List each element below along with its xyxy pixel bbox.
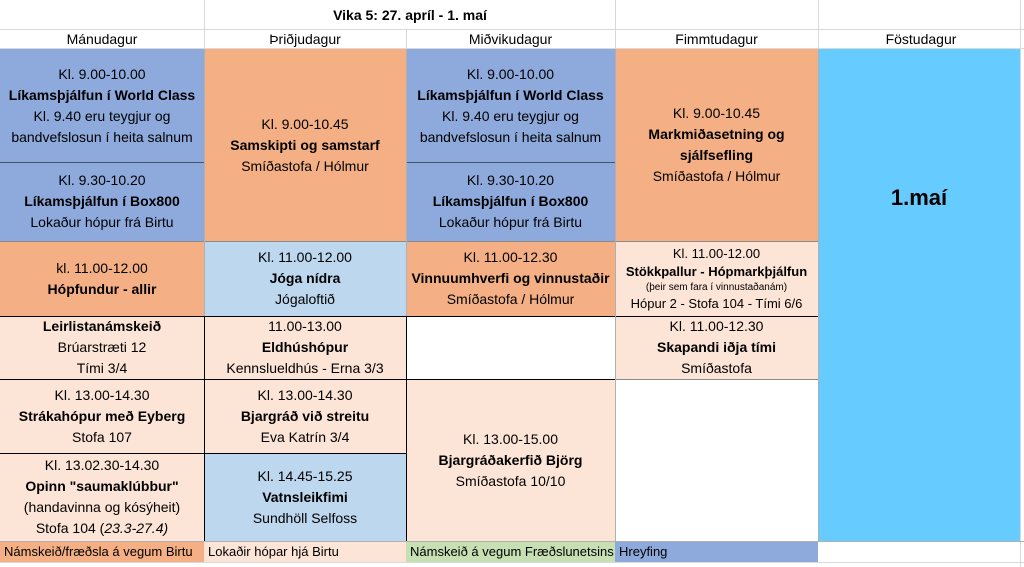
event-time: Kl. 11.00-12.00 (258, 249, 352, 265)
day-header-monday (0, 29, 204, 49)
legend-birtu-courses (0, 542, 204, 562)
event-time: Kl. 13.00-15.00 (463, 430, 558, 447)
gridline (818, 0, 819, 49)
day-header-tuesday (204, 29, 406, 49)
cell-border (406, 49, 407, 316)
legend-label: Námskeið á vegum Fræðslunetsins (410, 544, 614, 559)
event-detail: Kl. 9.40 eru teygjur og (33, 107, 171, 124)
legend-label: Hreyfing (619, 544, 668, 559)
event-time: Kl. 13.00-14.30 (54, 386, 150, 403)
monday-event-hopfundur (0, 241, 204, 316)
monday-event-worldclass (0, 49, 204, 162)
event-detail: bandvefslosun í heita salnum (419, 128, 602, 145)
event-detail: Smíðastofa 10/10 (455, 472, 566, 489)
wednesday-event-worldclass (406, 49, 615, 162)
event-title: Eldhúshópur (261, 339, 349, 355)
event-detail: Smíðastofa (681, 360, 752, 376)
cell-border (204, 316, 205, 541)
thursday-event-skapandi (615, 316, 818, 379)
day-header-thursday (615, 29, 818, 49)
event-time: Kl. 11.00-12.30 (669, 318, 764, 334)
event-title: Markmiðasetning og (648, 126, 785, 142)
event-title: Líkamsþjálfun í Box800 (432, 193, 589, 209)
event-time: Kl. 14.45-15.25 (257, 467, 353, 484)
event-time: Kl. 11.00-12.00 (672, 245, 761, 261)
gridline (204, 0, 205, 49)
day-label: Mánudagur (66, 31, 138, 47)
monday-event-box800 (0, 162, 204, 241)
day-header-friday (818, 29, 1024, 49)
cell-border (0, 241, 818, 242)
event-time: Kl. 11.00-12.30 (463, 249, 558, 265)
monday-event-leirlist (0, 316, 204, 379)
event-title: Samskipti og samstarf (230, 136, 380, 153)
cell-border (0, 162, 204, 163)
event-time: Kl. 9.30-10.20 (58, 172, 146, 188)
event-title: Vatnsleikfimi (262, 488, 348, 505)
cell-border (0, 379, 615, 380)
event-title: Skapandi iðja tími (656, 339, 777, 355)
tuesday-event-samskipti (204, 49, 406, 241)
tuesday-event-bjargrad (204, 379, 406, 453)
event-title: Leirlistanámskeið (42, 318, 162, 334)
event-detail: bandvefslosun í heita salnum (11, 128, 193, 145)
gridline (406, 29, 407, 49)
cell-border (615, 49, 616, 541)
event-time: Kl. 13.02.30-14.30 (44, 457, 160, 473)
event-title: Stökkpallur - Hópmarkþjálfun (625, 263, 808, 279)
wednesday-event-bjorg (406, 379, 615, 541)
gridline (0, 48, 1024, 49)
event-note: (þeir sem fara í vinnustaðanám) (645, 281, 788, 293)
event-title: sjálfsefling (679, 147, 754, 163)
thursday-event-markmid (615, 49, 818, 241)
cell-border (615, 379, 818, 380)
event-title: Líkamsþjálfun í Box800 (24, 193, 180, 209)
event-title: Líkamsþjálfun í World Class (417, 86, 604, 103)
event-detail: Lokaður hópur frá Birtu (30, 214, 174, 230)
legend-label: Lokaðir hópar hjá Birtu (208, 544, 339, 559)
gridline (0, 29, 1024, 30)
event-detail: Smíðastofa / Hólmur (446, 291, 575, 307)
day-label: Þriðjudagur (269, 31, 341, 47)
event-room: Stofa 104 ( (35, 520, 105, 536)
event-detail: Brúarstræti 12 (57, 339, 147, 355)
event-time: Kl. 9.00-10.00 (58, 65, 146, 82)
event-detail: Jógaloftið (275, 291, 335, 307)
week-title (205, 0, 615, 29)
event-title: Strákahópur með Eyberg (18, 407, 186, 424)
cell-border (406, 162, 615, 163)
monday-event-saumaklubbur (0, 453, 204, 541)
event-detail (36, 518, 168, 539)
event-detail: Kennslueldhús - Erna 3/3 (226, 360, 384, 376)
friday-holiday (818, 49, 1020, 541)
event-detail: Kl. 9.40 eru teygjur og (442, 107, 579, 124)
week-title-text: Vika 5: 27. apríl - 1. maí (333, 6, 487, 23)
event-title: Bjargráðakerfið Björg (438, 451, 583, 468)
day-label: Miðvikudagur (468, 31, 553, 47)
event-title: Bjargráð við streitu (240, 407, 370, 424)
gridline (0, 562, 1024, 563)
day-header-wednesday (406, 29, 615, 49)
wednesday-event-box800 (406, 162, 615, 241)
day-label: Fimmtudagur (675, 31, 758, 47)
event-title: Hópfundur - allir (47, 280, 157, 297)
event-time: Kl. 9.00-10.00 (466, 65, 555, 82)
event-detail: Sundhöll Selfoss (252, 509, 358, 526)
event-time: Kl. 9.00-10.45 (672, 105, 761, 121)
event-time: Kl. 9.30-10.20 (466, 172, 555, 188)
cell-border (0, 453, 406, 454)
day-label: Föstudagur (885, 31, 957, 47)
event-title: Opinn "saumaklúbbur" (25, 478, 179, 494)
gridline (1020, 0, 1021, 567)
tuesday-event-vatnsleikfimi (204, 453, 406, 541)
wednesday-event-vinnuumhverfi (406, 241, 615, 316)
event-title: Vinnuumhverfi og vinnustaðir (411, 270, 610, 286)
cell-border (406, 316, 407, 541)
tuesday-event-eldhus (204, 316, 406, 379)
event-time: kl. 11.00-12.00 (56, 259, 148, 276)
event-title: Jóga nídra (269, 270, 341, 286)
event-detail: Eva Katrín 3/4 (260, 428, 350, 445)
event-title: Líkamsþjálfun í World Class (8, 86, 196, 103)
legend-hreyfing (615, 542, 818, 562)
event-detail: Smíðastofa / Hólmur (241, 157, 369, 174)
legend-closed-groups (204, 542, 406, 562)
event-detail: Hópur 2 - Stofa 104 - Tími 6/6 (630, 295, 803, 311)
legend-fraedslunet (406, 542, 615, 562)
holiday-label: 1.maí (890, 185, 948, 210)
legend-label: Námskeið/fræðsla á vegum Birtu (4, 544, 193, 559)
event-time: Kl. 9.00-10.45 (261, 115, 349, 132)
gridline (615, 0, 616, 49)
monday-event-strakahopur (0, 379, 204, 453)
event-detail: (handavinna og kósýheit) (23, 499, 181, 515)
wednesday-empty-slot (406, 316, 615, 379)
tuesday-event-joga (204, 241, 406, 316)
event-detail: Tími 3/4 (76, 360, 128, 376)
event-dates: 23.3-27.4) (104, 520, 169, 536)
event-detail: Smíðastofa / Hólmur (652, 168, 781, 184)
event-detail: Lokaður hópur frá Birtu (438, 214, 583, 230)
event-detail: Stofa 107 (72, 428, 132, 445)
event-time: Kl. 13.00-14.30 (257, 386, 353, 403)
cell-border (204, 49, 205, 316)
thursday-event-stokkpallur (615, 241, 818, 316)
cell-border (818, 49, 819, 541)
event-time: 11.00-13.00 (268, 318, 342, 334)
thursday-empty-slot (615, 379, 818, 541)
cell-border (0, 316, 818, 317)
